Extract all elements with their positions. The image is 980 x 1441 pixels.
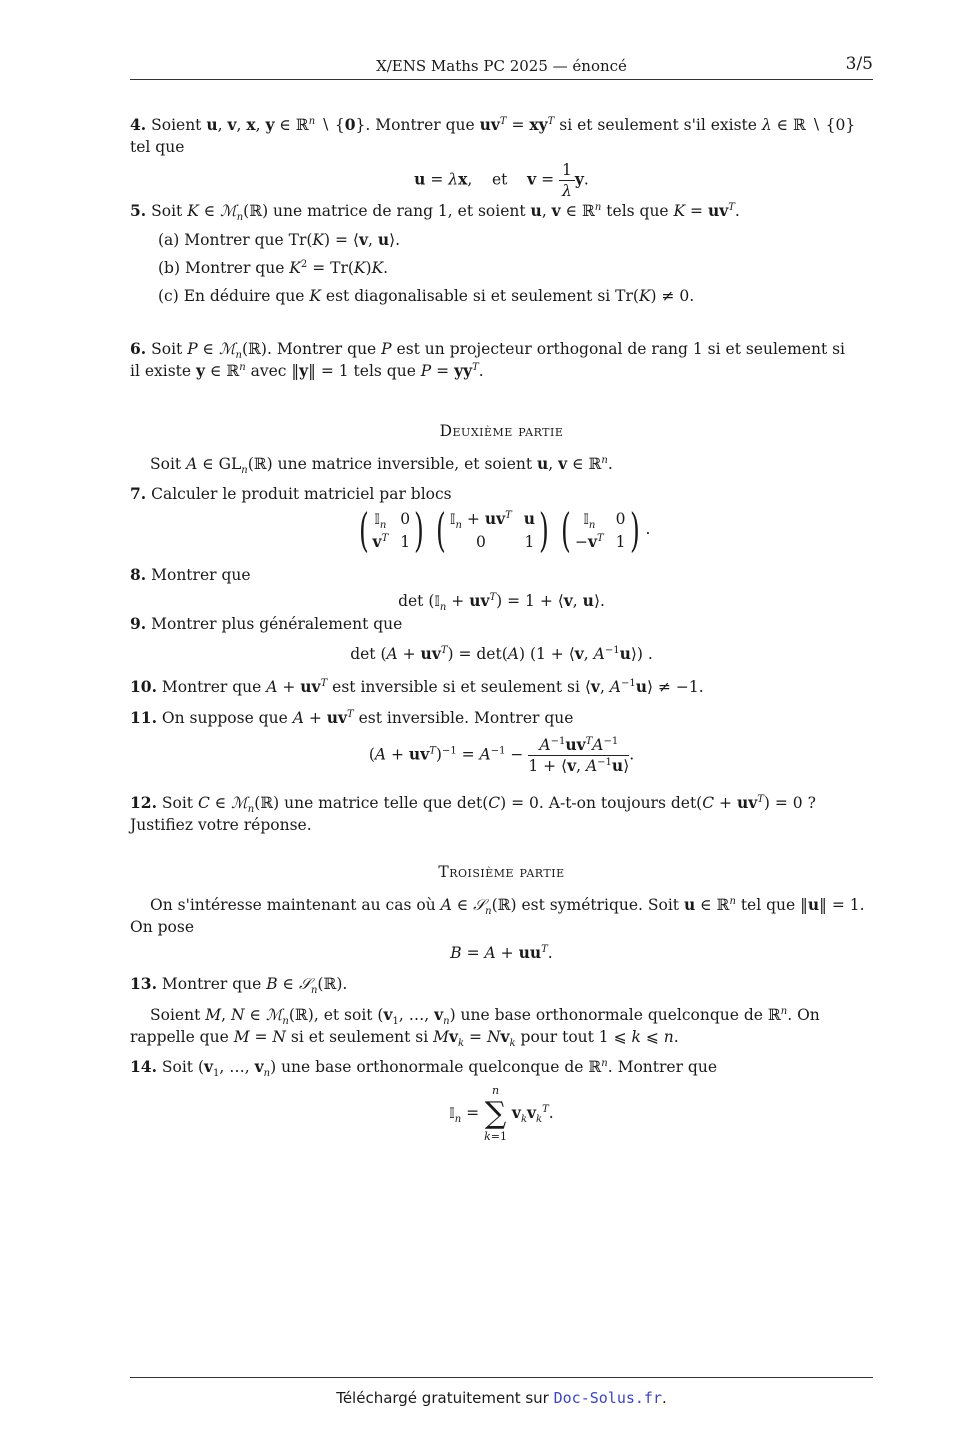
footer-link[interactable]: Doc-Solus.fr [553,1389,662,1407]
block-product: ( 𝕀$_n$ 0 $v^T$ 1 ) ( 𝕀$_n$ + $uv^T$ u 0 1 ) ( 𝕀$_n$ 0 $-v^T$ 1 ) . [358,503,651,557]
page-footer [130,1387,873,1409]
footer-rule [130,1377,873,1378]
part-3-intro: On s'intéresse maintenant au cas où A ∈ 𝒮$_n$(ℝ) est symétrique. Soit u ∈ ℝ$^n$ tel que ‖u‖ = 1. On pose $B = A + uu^T$. [130,895,865,962]
question-number: 8. [130,565,147,584]
question-text: Calculer le produit matriciel par blocs [151,485,452,503]
part-3-title: Troisième partie [438,863,565,881]
question-12: 12. Soit C ∈ ℳ$_n$(ℝ) une matrice telle que det(C) = 0. A-t-on toujours $\det(C + uv^T) = 0$ ? Justifiez votre réponse. [130,793,816,834]
question-number: 5. [130,201,147,220]
footer-end: . [662,1389,667,1407]
question-number: 10. [130,677,157,696]
item-label: (a) [158,231,180,249]
question-number: 4. [130,115,147,134]
question-13: 13. Montrer que B ∈ 𝒮$_n$(ℝ). [130,974,348,997]
question-6: 6. Soit P ∈ ℳ$_n$(ℝ). Montrer que P est un projecteur orthogonal de rang 1 si et seulement si il existe y ∈ ℝ$^n$ avec ‖y‖ = 1 tels que $P = yy^T$. [130,339,846,380]
question-7 [130,483,873,557]
footer-text: Téléchargé gratuitement sur [336,1389,549,1407]
question-number: 13. [130,974,157,993]
part-2-intro: Soit A ∈ $GL_n(ℝ)$ une matrice inversible, et soient u, v ∈ ℝ$^n$. [150,454,613,477]
page-header [130,53,873,80]
question-10: 10. Montrer que $A + uv^T$ est inversible si et seulement si ⟨v, $A^{-1}u⟩ \ne -1$. [130,677,704,696]
question-text: Montrer plus généralement que [151,615,403,633]
question-number: 14. [130,1057,157,1076]
question-4: 4. Soient u, v, x, y ∈ ℝ$^n$ ∖ {0}. Montrer que $uv^T = xy^T$ si et seulement s'il existe λ ∈ ℝ ∖ {0} tel que u = λx, et v = $\frac{1}{\lambda}$ y. [130,115,856,200]
question-number: 11. [130,708,157,727]
item-label: (b) [158,259,181,277]
question-11: 11. On suppose que $A + uv^T$ est inversible. Montrer que $(A + uv^T)^{-1} = A^{-1}$ − $\frac{A^{-1}uv^TA^{-1}}{1 + ⟨v, A^{-1}u⟩}$ . [130,708,635,775]
exam-page [130,0,873,1441]
question-5: 5. Soit K ∈ ℳ$_n$(ℝ) une matrice de rang 1, et soient u, v ∈ ℝ$^n$ tels que $K = uv^T$. (a) Montrer que Tr(K) = ⟨v, u⟩. (b) Montrer que $K^2 = Tr(K)K$. (c) En déduire que K est diagonalisable si et seulement si Tr(K) ≠ 0. [130,201,740,305]
question-text: Montrer que [151,566,251,584]
question-number: 9. [130,614,147,633]
question-9: 9. Montrer plus généralement que $\det (A + uv^T) = \det(A)$ (1 + ⟨v, $A^{-1}u⟩$) . [130,614,653,663]
question-number: 12. [130,793,157,812]
question-number: 7. [130,484,147,503]
page-number: 3/5 [845,54,873,74]
part-2-title: Deuxième partie [439,422,564,440]
question-8: 8. Montrer que det (𝕀$_n$ + $uv^T) = 1$ + ⟨v, u⟩. [130,565,605,614]
question-number: 6. [130,339,147,358]
part-3-reminder: Soient M, N ∈ ℳ$_n$(ℝ), et soit ($v_1$, …, $v_n$) une base orthonormale quelconque de ℝ$^n$. On rappelle que M = N si et seulement si $Mv_k = Nv_k$ pour tout 1 ⩽ k ⩽ n. [130,1005,820,1050]
header-title: X/ENS Maths PC 2025 — énoncé [376,57,627,75]
item-label: (c) [158,287,179,305]
question-14: 14. Soit ($v_1$, …, $v_n$) une base orthonormale quelconque de ℝ$^n$. Montrer que 𝕀$_n$ = n ∑ k=1 $v_kv_k^T$. [130,1057,718,1143]
